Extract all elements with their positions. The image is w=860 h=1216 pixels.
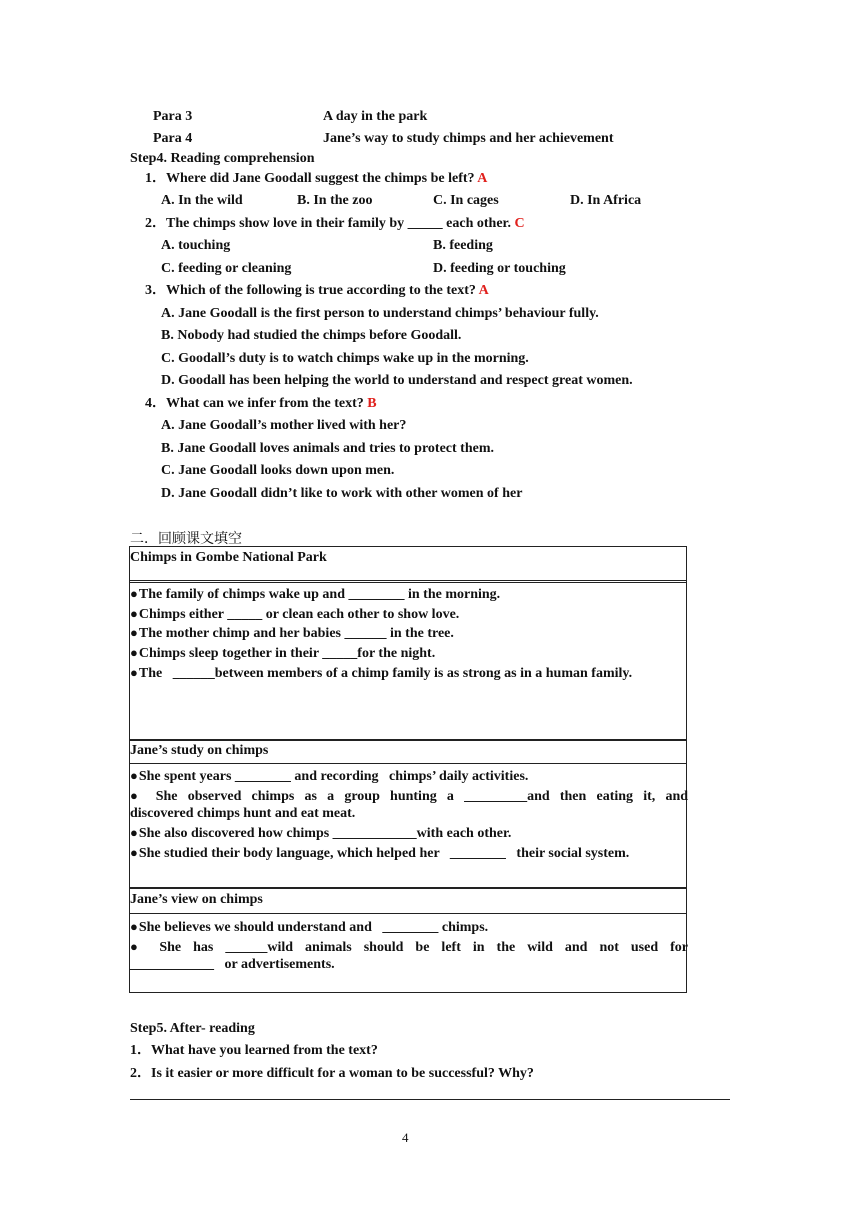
q3-option-a: A. Jane Goodall is the first person to understand chimps’ behaviour fully.: [161, 306, 599, 321]
box2-line-4: ●She studied their body language, which helped her ________ their social system.: [130, 845, 630, 861]
bullet-icon: ●: [130, 586, 138, 601]
question-number: 1．: [130, 1043, 151, 1058]
q2-option-d: D. feeding or touching: [433, 261, 566, 276]
para-4-label: Para 4: [153, 131, 193, 146]
question-4: [145, 395, 377, 413]
q3-option-c: C. Goodall’s duty is to watch chimps wake up in the morning.: [161, 351, 529, 366]
step5-question-1: [130, 1042, 378, 1060]
question-text: What have you learned from the text?: [151, 1043, 378, 1058]
q4-option-c: C. Jane Goodall looks down upon men.: [161, 463, 395, 478]
question-1: [145, 170, 487, 188]
box3-line-2b: ____________ or advertisements.: [130, 957, 335, 972]
bullet-icon: ●: [130, 845, 138, 860]
q1-option-d: D. In Africa: [570, 193, 642, 208]
bullet-icon: ●: [130, 825, 138, 840]
bullet-icon: ●: [130, 788, 145, 803]
q1-option-a: A. In the wild: [161, 193, 243, 208]
box2-line-2b: discovered chimps hunt and eat meat.: [130, 806, 356, 821]
box3-line-1: ●She believes we should understand and ________ chimps.: [130, 919, 489, 935]
q2-option-b: B. feeding: [433, 238, 493, 253]
box2-line-1: ●She spent years ________ and recording chimps’ daily activities.: [130, 768, 529, 784]
question-number: 2．: [130, 1066, 151, 1081]
question-text: What can we infer from the text?: [166, 396, 364, 411]
section2-title: 二．回顾课文填空: [130, 531, 242, 547]
step4-title: Step4. Reading comprehension: [130, 151, 315, 166]
step5-question-2: [130, 1065, 534, 1083]
box3-line-2a: ● She has ______wild animals should be left in the wild and not used for: [130, 939, 688, 955]
answer-key: C: [514, 216, 525, 231]
q4-option-d: D. Jane Goodall didn’t like to work with other women of her: [161, 486, 523, 501]
q1-option-c: C. In cages: [433, 193, 499, 208]
question-3: [145, 282, 489, 300]
answer-line: [130, 1099, 730, 1100]
box1-line-5: ●The ______between members of a chimp family is as strong as in a human family.: [130, 665, 633, 681]
bullet-icon: ●: [130, 768, 138, 783]
question-text: Where did Jane Goodall suggest the chimps be left?: [166, 171, 475, 186]
para-3-label: Para 3: [153, 109, 193, 124]
q4-option-a: A. Jane Goodall’s mother lived with her?: [161, 418, 407, 433]
question-number: 4．: [145, 396, 166, 411]
box1-line-2: ●Chimps either _____ or clean each other to show love.: [130, 606, 460, 622]
bullet-icon: ●: [130, 645, 138, 660]
question-text: The chimps show love in their family by _____ each other.: [166, 216, 511, 231]
bullet-icon: ●: [130, 665, 138, 680]
question-number: 2．: [145, 216, 166, 231]
bullet-icon: ●: [130, 625, 138, 640]
q4-option-b: B. Jane Goodall loves animals and tries to protect them.: [161, 441, 495, 456]
answer-key: B: [367, 396, 377, 411]
answer-key: A: [478, 283, 489, 298]
box2-heading: Jane’s study on chimps: [130, 743, 269, 758]
box1-line-1: ●The family of chimps wake up and ________ in the morning.: [130, 586, 501, 602]
page-number: 4: [402, 1130, 409, 1145]
box2-line-3: ●She also discovered how chimps ____________with each other.: [130, 825, 512, 841]
q3-option-b: B. Nobody had studied the chimps before Goodall.: [161, 328, 462, 343]
bullet-icon: ●: [130, 939, 147, 954]
question-number: 3．: [145, 283, 166, 298]
q3-option-d: D. Goodall has been helping the world to understand and respect great women.: [161, 373, 633, 388]
box2-line-2a: ● She observed chimps as a group hunting a _________and then eating it, and: [130, 788, 689, 804]
box1-line-4: ●Chimps sleep together in their _____for the night.: [130, 645, 436, 661]
para-3-text: A day in the park: [323, 109, 428, 124]
para-4-text: Jane’s way to study chimps and her achievement: [323, 131, 614, 146]
question-number: 1．: [145, 171, 166, 186]
bullet-icon: ●: [130, 606, 138, 621]
question-text: Is it easier or more difficult for a woman to be successful? Why?: [151, 1066, 534, 1081]
box1-line-3: ●The mother chimp and her babies ______ in the tree.: [130, 625, 454, 641]
question-2: [145, 215, 525, 233]
bullet-icon: ●: [130, 919, 138, 934]
question-text: Which of the following is true according to the text?: [166, 283, 476, 298]
q2-option-c: C. feeding or cleaning: [161, 261, 292, 276]
box3-heading: Jane’s view on chimps: [130, 892, 263, 907]
answer-key: A: [477, 171, 488, 186]
q2-option-a: A. touching: [161, 238, 231, 253]
box1-heading: Chimps in Gombe National Park: [130, 550, 327, 565]
step5-title: Step5. After- reading: [130, 1021, 255, 1036]
q1-option-b: B. In the zoo: [297, 193, 373, 208]
